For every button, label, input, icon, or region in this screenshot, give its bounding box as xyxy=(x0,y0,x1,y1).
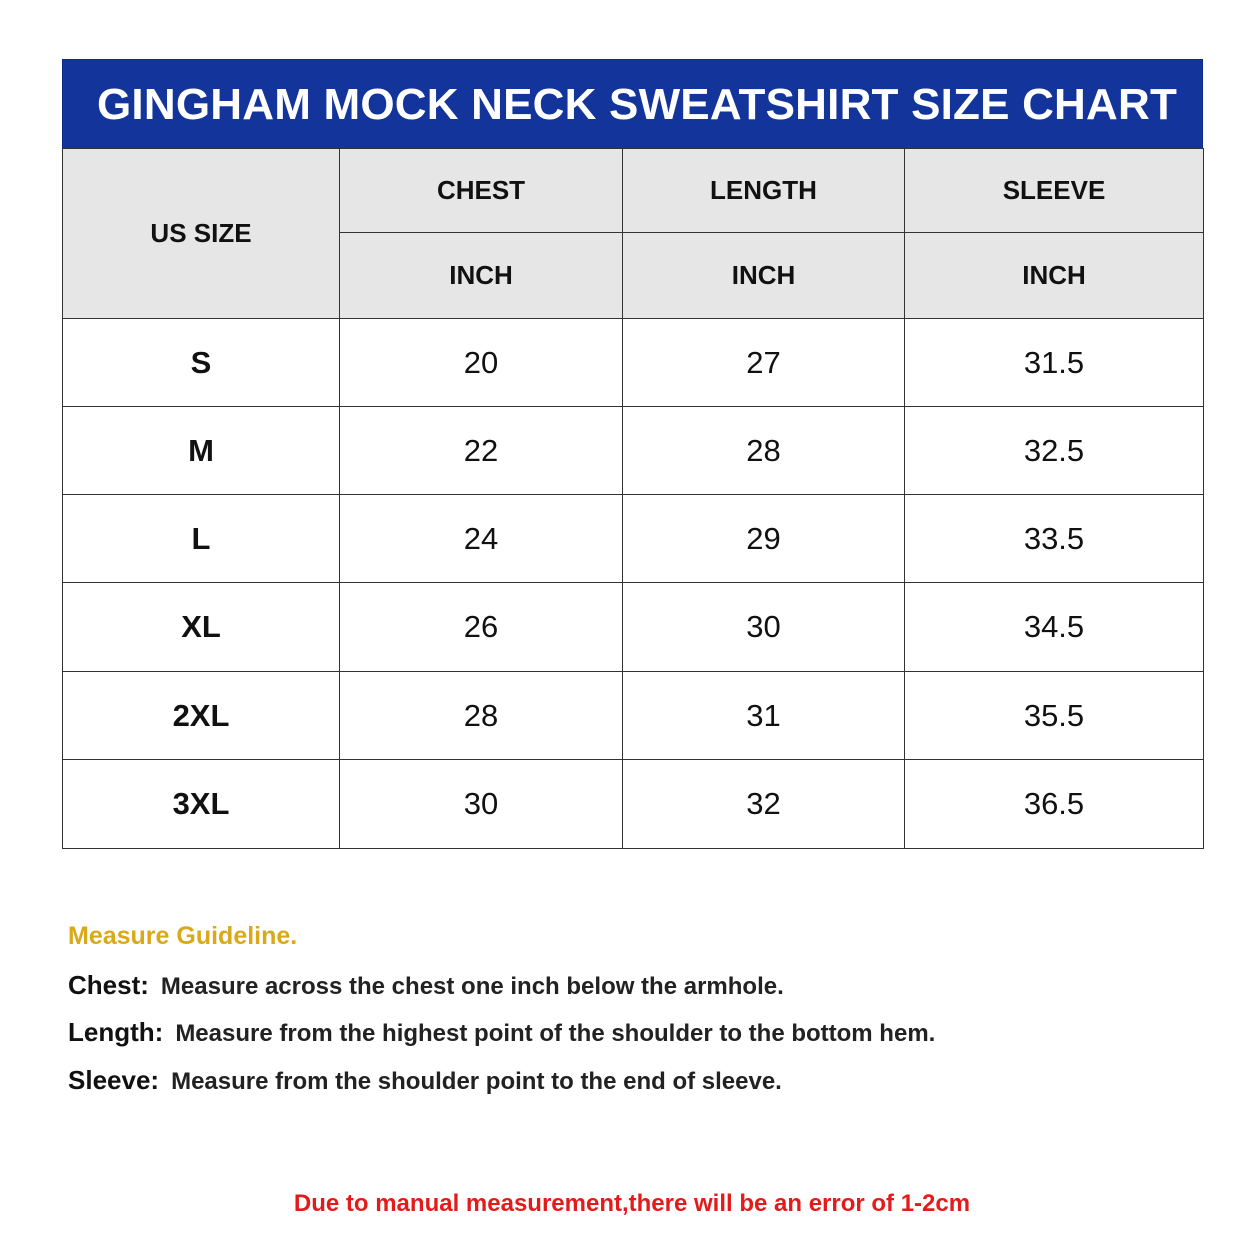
header-length: LENGTH xyxy=(623,149,905,233)
chest-cell: 26 xyxy=(340,583,623,672)
length-cell: 27 xyxy=(623,319,905,407)
chest-cell: 20 xyxy=(340,319,623,407)
chest-cell: 24 xyxy=(340,495,623,583)
guideline-title: Measure Guideline. xyxy=(68,922,298,950)
size-cell: M xyxy=(63,407,340,495)
size-cell: 2XL xyxy=(63,672,340,760)
header-sleeve: SLEEVE xyxy=(905,149,1204,233)
page-title: GINGHAM MOCK NECK SWEATSHIRT SIZE CHART xyxy=(97,80,1178,129)
size-cell: S xyxy=(63,319,340,407)
guideline-label: Sleeve: xyxy=(68,1065,160,1095)
size-cell: 3XL xyxy=(63,760,340,849)
header-chest-unit: INCH xyxy=(340,233,623,319)
length-cell: 32 xyxy=(623,760,905,849)
guideline-label: Chest: xyxy=(68,970,149,1000)
size-cell: L xyxy=(63,495,340,583)
chest-cell: 30 xyxy=(340,760,623,849)
table-row xyxy=(63,407,1204,495)
sleeve-cell: 34.5 xyxy=(905,583,1204,672)
table-row xyxy=(63,672,1204,760)
title-bar xyxy=(62,59,1203,149)
size-cell: XL xyxy=(63,583,340,672)
measurement-error-note: Due to manual measurement,there will be an error of 1-2cm xyxy=(293,1190,971,1217)
guideline-sleeve xyxy=(68,1065,782,1096)
chest-cell: 22 xyxy=(340,407,623,495)
chest-cell: 28 xyxy=(340,672,623,760)
table-row xyxy=(63,583,1204,672)
table-row xyxy=(63,495,1204,583)
guideline-chest xyxy=(68,970,784,1001)
guideline-length xyxy=(68,1017,935,1048)
guideline-text: Measure from the shoulder point to the end of sleeve. xyxy=(171,1068,782,1095)
header-sleeve-unit: INCH xyxy=(905,233,1204,319)
length-cell: 31 xyxy=(623,672,905,760)
table-row xyxy=(63,760,1204,849)
length-cell: 28 xyxy=(623,407,905,495)
header-us-size: US SIZE xyxy=(63,149,340,319)
sleeve-cell: 35.5 xyxy=(905,672,1204,760)
length-cell: 30 xyxy=(623,583,905,672)
sleeve-cell: 36.5 xyxy=(905,760,1204,849)
length-cell: 29 xyxy=(623,495,905,583)
guideline-text: Measure across the chest one inch below the armhole. xyxy=(160,973,784,1000)
header-chest: CHEST xyxy=(340,149,623,233)
guideline-label: Length: xyxy=(68,1017,164,1047)
size-chart-table xyxy=(62,148,1204,849)
table-row xyxy=(63,319,1204,407)
sleeve-cell: 32.5 xyxy=(905,407,1204,495)
header-length-unit: INCH xyxy=(623,233,905,319)
guideline-text: Measure from the highest point of the shoulder to the bottom hem. xyxy=(175,1020,936,1047)
sleeve-cell: 33.5 xyxy=(905,495,1204,583)
sleeve-cell: 31.5 xyxy=(905,319,1204,407)
